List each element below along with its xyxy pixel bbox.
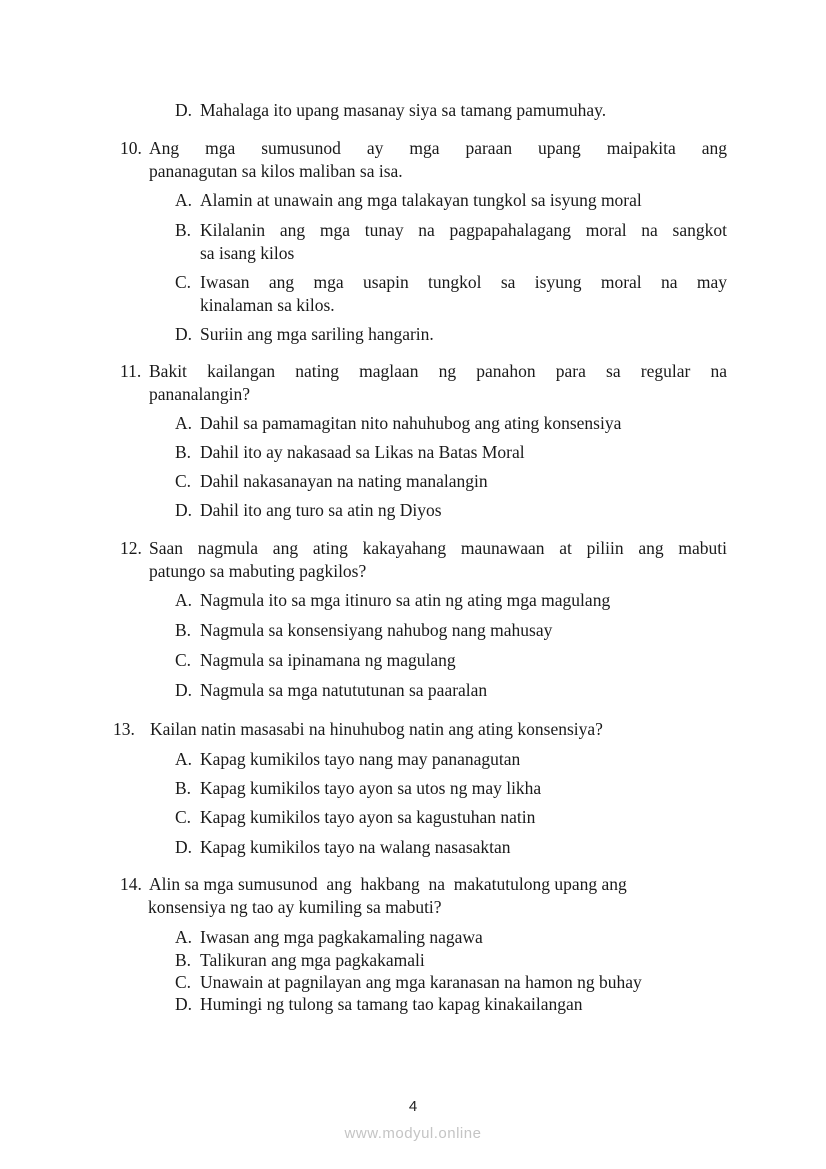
watermark: www.modyul.online [344,1125,482,1142]
option-text: Nagmula sa mga natututunan sa paaralan [200,680,488,700]
option-text: Iwasan ang mga pagkakamaling nagawa [200,927,483,947]
option-letter: A. [175,590,193,610]
option-text: Humingi ng tulong sa tamang tao kapag kinakailangan [200,994,583,1014]
question-stem: patungo sa mabuting pagkilos? [149,561,367,581]
question-stem: Alin sa mga sumusunod ang hakbang na makatutulong upang ang [149,874,627,894]
option-letter: C. [175,471,192,491]
option-text: Alamin at unawain ang mga talakayan tungkol sa isyung moral [200,190,642,210]
option-letter: A. [175,749,193,769]
option-letter: C. [175,272,192,292]
option-letter: B. [175,442,192,462]
option-text: Unawain at pagnilayan ang mga karanasan na hamon ng buhay [200,972,642,992]
question-number: 11. [120,361,142,381]
question-stem: pananagutan sa kilos maliban sa isa. [149,161,403,181]
option-text: Iwasan ang mga usapin tungkol sa isyung moral na may [200,272,727,292]
question-number: 12. [120,538,142,558]
option-letter: D. [175,680,193,700]
option-letter: C. [175,972,192,992]
option-text: Kilalanin ang mga tunay na pagpapahalagang moral na sangkot [200,220,727,240]
question-stem: konsensiya ng tao ay kumiling sa mabuti? [148,897,442,917]
option-text: sa isang kilos [200,243,295,263]
option-letter: B. [175,220,192,240]
option-text: Kapag kumikilos tayo na walang nasasaktan [200,837,511,857]
question-number: 10. [120,138,142,158]
question-number: 14. [120,874,142,894]
option-letter: A. [175,413,193,433]
page-number: 4 [408,1098,418,1115]
option-letter: A. [175,927,193,947]
option-letter: D. [175,994,193,1014]
option-letter: C. [175,807,192,827]
option-text: Kapag kumikilos tayo nang may pananagutan [200,749,521,769]
option-letter: D. [175,837,193,857]
option-text: Mahalaga ito upang masanay siya sa tamang pamumuhay. [200,100,607,120]
option-text: Nagmula ito sa mga itinuro sa atin ng ating mga magulang [200,590,611,610]
option-letter: A. [175,190,193,210]
option-text: Dahil ito ay nakasaad sa Likas na Batas Moral [200,442,525,462]
question-stem: Bakit kailangan nating maglaan ng panahon para sa regular na [149,361,727,381]
question-stem: Saan nagmula ang ating kakayahang maunawaan at piliin ang mabuti [149,538,727,558]
option-letter: D. [175,100,193,120]
option-letter: B. [175,950,192,970]
option-letter: B. [175,620,192,640]
option-text: Nagmula sa ipinamana ng magulang [200,650,456,670]
option-letter: D. [175,324,193,344]
option-text: kinalaman sa kilos. [200,295,335,315]
option-letter: D. [175,500,193,520]
question-stem: Ang mga sumusunod ay mga paraan upang maipakita ang [149,138,727,158]
option-text: Dahil sa pamamagitan nito nahuhubog ang ating konsensiya [200,413,622,433]
question-stem: Kailan natin masasabi na hinuhubog natin ang ating konsensiya? [150,719,603,739]
option-text: Kapag kumikilos tayo ayon sa kagustuhan natin [200,807,536,827]
question-stem: pananalangin? [149,384,251,404]
option-text: Dahil ito ang turo sa atin ng Diyos [200,500,442,520]
option-letter: B. [175,778,192,798]
question-number: 13. [113,719,135,739]
option-text: Dahil nakasanayan na nating manalangin [200,471,488,491]
option-text: Talikuran ang mga pagkakamali [200,950,425,970]
option-text: Nagmula sa konsensiyang nahubog nang mahusay [200,620,553,640]
option-text: Kapag kumikilos tayo ayon sa utos ng may likha [200,778,542,798]
option-text: Suriin ang mga sariling hangarin. [200,324,434,344]
option-letter: C. [175,650,192,670]
